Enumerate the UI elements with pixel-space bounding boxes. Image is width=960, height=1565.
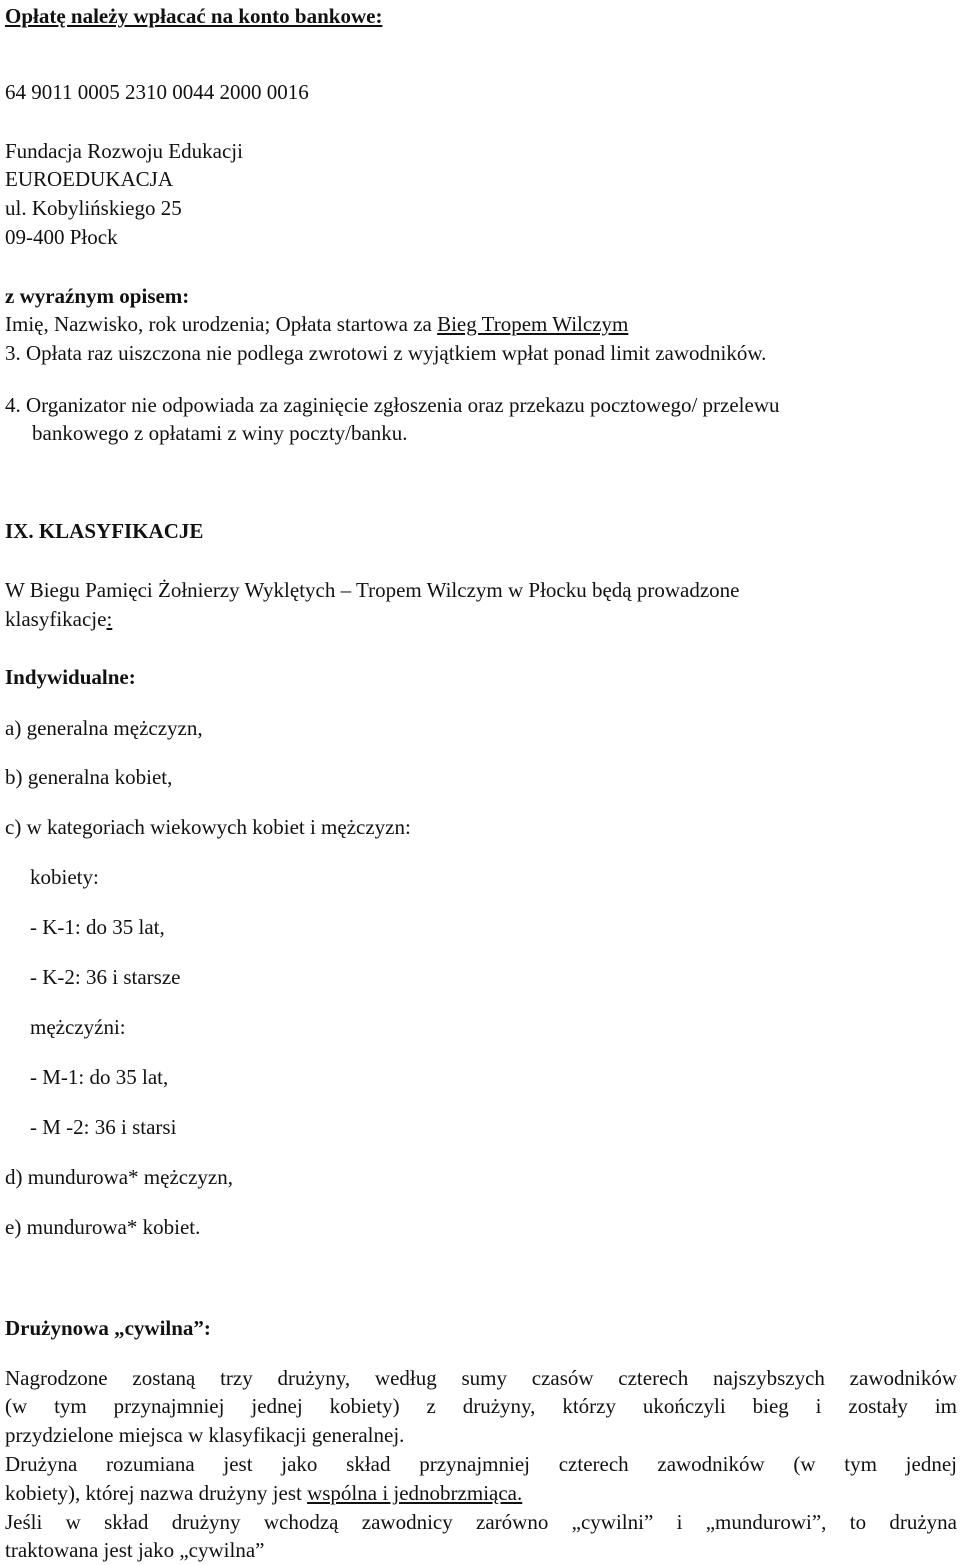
item-a: a) generalna mężczyzn, <box>5 716 203 740</box>
team-p1-line-3: przydzielone miejsca w klasyfikacji generalnej. <box>5 1423 405 1447</box>
team-p3-line-1: Jeśli w skład drużyny wchodzą zawodnicy zarówno „cywilni” i „mundurowi”, to drużyna <box>5 1510 957 1534</box>
payment-heading: Opłatę należy wpłacać na konto bankowe: <box>5 4 383 28</box>
recipient-line-1: Fundacja Rozwoju Edukacji <box>5 139 243 163</box>
classification-heading: IX. KLASYFIKACJE <box>5 519 204 543</box>
item-m2: - M -2: 36 i starsi <box>30 1115 177 1139</box>
rule-3: 3. Opłata raz uiszczona nie podlega zwrotowi z wyjątkiem wpłat ponad limit zawodników. <box>5 341 767 365</box>
item-k1: - K-1: do 35 lat, <box>30 915 165 939</box>
individual-label: Indywidualne: <box>5 665 136 689</box>
team-p3-line-2: traktowana jest jako „cywilna” <box>5 1538 265 1562</box>
item-c: c) w kategoriach wiekowych kobiet i mężczyzn: <box>5 815 411 839</box>
men-label: mężczyźni: <box>30 1015 126 1039</box>
team-heading: Drużynowa „cywilna”: <box>5 1316 211 1340</box>
item-b: b) generalna kobiet, <box>5 765 173 789</box>
item-m1: - M-1: do 35 lat, <box>30 1065 169 1089</box>
item-e: e) mundurowa* kobiet. <box>5 1215 201 1239</box>
recipient-line-3: ul. Kobylińskiego 25 <box>5 196 182 220</box>
classification-intro-line-2 <box>5 607 112 631</box>
description-label: z wyraźnym opisem: <box>5 284 190 308</box>
description-text <box>5 312 628 336</box>
classification-intro-line-1: W Biegu Pamięci Żołnierzy Wyklętych – Tropem Wilczym w Płocku będą prowadzone <box>5 578 740 602</box>
team-p2-underlined: wspólna i jednobrzmiąca. <box>307 1481 523 1505</box>
team-p2-line-1: Drużyna rozumiana jest jako skład przynajmniej czterech zawodników (w tym jednej <box>5 1452 957 1476</box>
team-p2-line-2 <box>5 1481 957 1505</box>
recipient-line-4: 09-400 Płock <box>5 225 118 249</box>
intro-word: klasyfikacje <box>5 607 107 631</box>
rule-4-line-1: 4. Organizator nie odpowiada za zaginięcie zgłoszenia oraz przekazu pocztowego/ przelewu <box>5 393 780 417</box>
description-prefix: Imię, Nazwisko, rok urodzenia; Opłata startowa za <box>5 312 438 336</box>
rule-4-line-2: bankowego z opłatami z winy poczty/banku. <box>32 421 408 445</box>
intro-colon: : <box>106 607 113 631</box>
description-link: Bieg Tropem Wilczym <box>437 312 629 336</box>
team-p2-text: kobiety), której nazwa drużyny jest <box>5 1481 308 1505</box>
team-p1-line-1: Nagrodzone zostaną trzy drużyny, według sumy czasów czterech najszybszych zawodników <box>5 1366 957 1390</box>
recipient-line-2: EUROEDUKACJA <box>5 167 173 191</box>
item-k2: - K-2: 36 i starsze <box>30 965 181 989</box>
team-p1-line-2: (w tym przynajmniej jednej kobiety) z drużyny, którzy ukończyli bieg i zostały im <box>5 1394 957 1418</box>
item-d: d) mundurowa* mężczyzn, <box>5 1165 233 1189</box>
account-number: 64 9011 0005 2310 0044 2000 0016 <box>5 80 309 104</box>
women-label: kobiety: <box>30 865 99 889</box>
